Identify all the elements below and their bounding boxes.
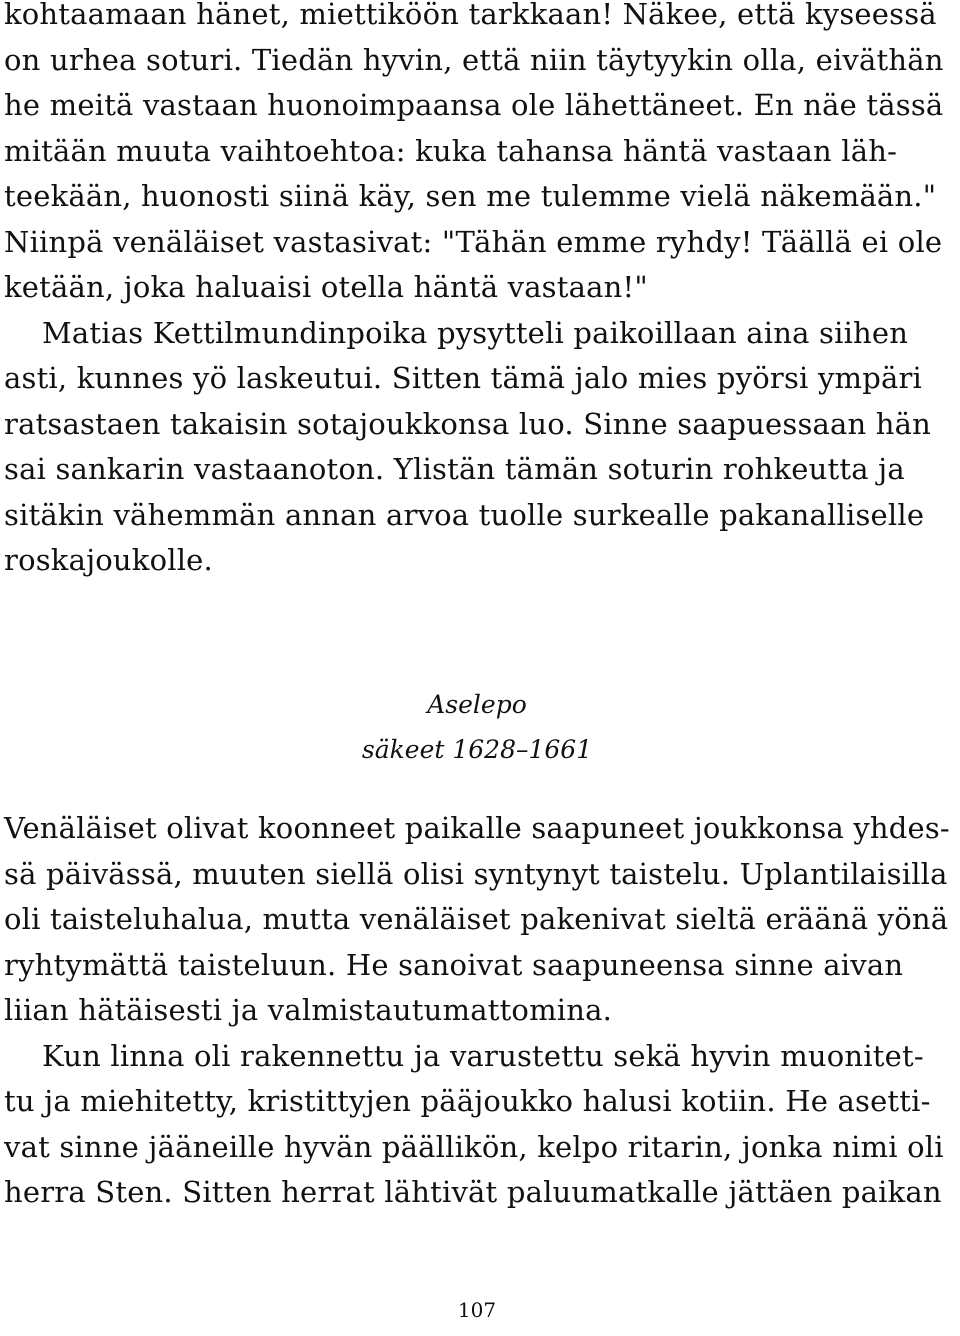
section-subtitle: säkeet 1628–1661 bbox=[361, 735, 593, 764]
text-line: ryhtymättä taisteluun. He sanoivat saapuneensa sinne aivan bbox=[4, 947, 904, 982]
book-page bbox=[4, 0, 950, 1336]
text-line: vat sinne jääneille hyvän päällikön, kelpo ritarin, jonka nimi oli bbox=[4, 1129, 944, 1164]
text-line: oli taisteluhalua, mutta venäläiset pakenivat sieltä eräänä yönä bbox=[4, 902, 949, 936]
text-line: teekään, huonosti siinä käy, sen me tulemme vielä näkemään." bbox=[4, 179, 937, 213]
text-line: tu ja miehitetty, kristittyjen pääjoukko halusi kotiin. He asetti- bbox=[4, 1084, 931, 1118]
text-line: herra Sten. Sitten herrat lähtivät paluumatkalle jättäen paikan bbox=[4, 1175, 942, 1209]
text-block-one bbox=[4, 0, 944, 584]
text-line: kohtaamaan hänet, miettiköön tarkkaan! Näkee, että kyseessä bbox=[4, 0, 937, 31]
text-line: Matias Kettilmundinpoika pysytteli paikoillaan aina siihen bbox=[42, 315, 909, 350]
text-line: sai sankarin vastaanoton. Ylistän tämän soturin rohkeutta ja bbox=[4, 452, 905, 486]
text-line: ketään, joka haluaisi otella häntä vastaan!" bbox=[4, 270, 648, 304]
text-line: sitäkin vähemmän annan arvoa tuolle surkealle pakanalliselle bbox=[4, 497, 925, 532]
section-title: Aselepo bbox=[427, 690, 527, 719]
text-line: Venäläiset olivat koonneet paikalle saapuneet joukkonsa yhdes- bbox=[4, 811, 950, 845]
text-line: sä päivässä, muuten siellä olisi syntynyt taistelu. Uplantilaisilla bbox=[4, 856, 948, 891]
text-line: mitään muuta vaihtoehtoa: kuka tahansa häntä vastaan läh- bbox=[4, 133, 898, 168]
text-line: asti, kunnes yö laskeutui. Sitten tämä jalo mies pyörsi ympäri bbox=[4, 361, 923, 395]
text-line: on urhea soturi. Tiedän hyvin, että niin täytyykin olla, eiväthän bbox=[4, 42, 944, 77]
text-line: roskajoukolle. bbox=[4, 543, 213, 577]
text-line: ratsastaen takaisin sotajoukkonsa luo. Sinne saapuessaan hän bbox=[4, 406, 932, 441]
text-line: he meitä vastaan huonoimpaansa ole lähettäneet. En näe tässä bbox=[4, 88, 944, 122]
text-line: liian hätäisesti ja valmistautumattomina. bbox=[4, 993, 613, 1027]
text-line: Niinpä venäläiset vastasivat: "Tähän emme ryhdy! Täällä ei ole bbox=[4, 224, 943, 259]
page-number: 107 bbox=[457, 1298, 497, 1322]
text-line: Kun linna oli rakennettu ja varustettu sekä hyvin muonitet- bbox=[42, 1038, 924, 1073]
text-block-two bbox=[4, 806, 950, 1216]
